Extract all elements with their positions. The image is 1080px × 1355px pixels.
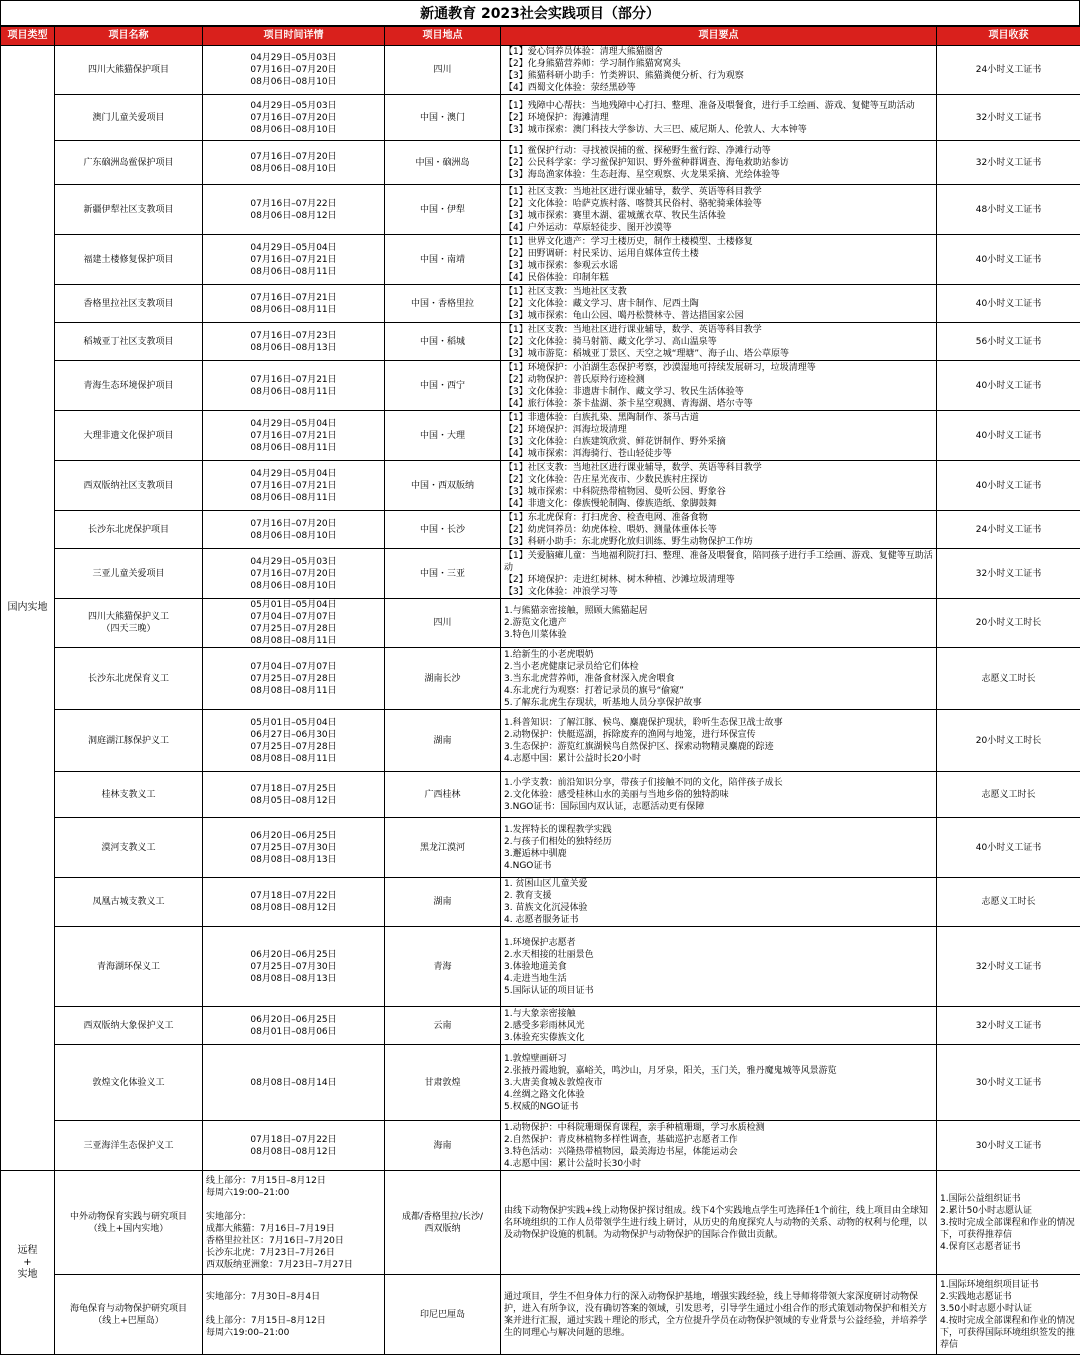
project-gain: 40小时义工证书 xyxy=(937,361,1080,411)
project-location: 甘肃敦煌 xyxy=(385,1045,501,1121)
project-type-domestic: 国内实地 xyxy=(1,46,55,1171)
project-time: 07月04日–07月07日 07月25日–07月28日 08月08日–08月11日 xyxy=(203,648,385,710)
project-time: 05月01日–05月04日 06月27日–06月30日 07月25日–07月28日 08月08日–08月11日 xyxy=(203,710,385,772)
project-time: 04月29日–05月03日 07月16日–07月20日 08月06日–08月10日 xyxy=(203,95,385,141)
project-gain: 志愿义工时长 xyxy=(937,772,1080,818)
project-name: 大理非遗文化保护项目 xyxy=(55,411,203,461)
project-points: 【1】东北虎保育：打扫虎舍、检查电网、准备食物 【2】幼虎饲养员：幼虎体检、喂奶、测量体重体长等 【3】科研小助手：东北虎野化放归训练、野生动物保护工作坊 xyxy=(501,511,937,549)
header-type: 项目类型 xyxy=(1,27,55,46)
project-location: 印尼巴厘岛 xyxy=(385,1275,501,1355)
header-points: 项目要点 xyxy=(501,27,937,46)
project-points: 【1】残障中心帮扶：当地残障中心打扫、整理、准备及喂餐食，进行手工绘画、游戏、复健等互助活动 【2】环境保护：海滩清理 【3】城市探索：澳门科技大学参访、大三巴、威尼斯人、伦敦人、大本钟等 xyxy=(501,95,937,141)
project-name: 新疆伊犁社区支教项目 xyxy=(55,185,203,235)
project-points: 1.环境保护志愿者 2.水天相接的壮丽景色 3.体验地道美食 4.走进当地生活 5.国际认证的项目证书 xyxy=(501,927,937,1007)
project-location: 中国・长沙 xyxy=(385,511,501,549)
project-time: 06月20日–06月25日 07月25日–07月30日 08月08日–08月13日 xyxy=(203,927,385,1007)
project-name: 广东硇洲岛鲎保护项目 xyxy=(55,141,203,185)
table-body xyxy=(1,46,1080,1355)
project-time: 07月16日–07月23日 08月06日–08月13日 xyxy=(203,323,385,361)
project-location: 中国・西宁 xyxy=(385,361,501,411)
project-location: 中国・澳门 xyxy=(385,95,501,141)
project-time: 线上部分：7月15日–8月12日 每周六19:00–21:00 实地部分： 成都大熊猫：7月16日–7月19日 香格里拉社区：7月16日–7月20日 长沙东北虎：7月23日–7月26日 西双版纳亚洲象：7月23日–7月27日 xyxy=(203,1171,385,1275)
project-gain: 32小时义工证书 xyxy=(937,549,1080,599)
project-location: 黑龙江漠河 xyxy=(385,818,501,878)
project-location: 中国・硇洲岛 xyxy=(385,141,501,185)
project-gain: 30小时义工证书 xyxy=(937,1045,1080,1121)
project-location: 四川 xyxy=(385,599,501,648)
table-row xyxy=(1,878,1080,927)
project-points: 【1】环境保护：小泊湖生态保护考察，沙漠湿地可持续发展研习，垃圾清理等 【2】动物保护：普氏原羚行迹检测 【3】文化体验：非遗唐卡制作、藏文学习、牧民生活体验等 【4】旅行体验：茶卡盐湖、茶卡星空观测、青海湖、塔尔寺等 xyxy=(501,361,937,411)
project-name: 凤凰古城支教义工 xyxy=(55,878,203,927)
project-gain: 40小时义工证书 xyxy=(937,285,1080,323)
project-location: 中国・南靖 xyxy=(385,235,501,285)
project-table xyxy=(0,26,1080,1355)
project-location: 成都/香格里拉/长沙/ 西双版纳 xyxy=(385,1171,501,1275)
project-name: 中外动物保育实践与研究项目 （线上+国内实地） xyxy=(55,1171,203,1275)
project-name: 三亚海洋生态保护义工 xyxy=(55,1121,203,1171)
project-location: 中国・香格里拉 xyxy=(385,285,501,323)
project-points: 【1】社区支教：当地社区支教 【2】文化体验：藏文学习、唐卡制作、尼西土陶 【3】城市探索：龟山公园、噶丹松赞林寺、普达措国家公园 xyxy=(501,285,937,323)
project-points: 1.与熊猫亲密接触，照顾大熊猫起居 2.游览文化遗产 3.特色川菜体验 xyxy=(501,599,937,648)
project-location: 青海 xyxy=(385,927,501,1007)
project-type-remote: 远程 + 实地 xyxy=(1,1171,55,1355)
header-gain: 项目收获 xyxy=(937,27,1080,46)
project-gain: 32小时义工证书 xyxy=(937,141,1080,185)
table-header-row xyxy=(1,27,1080,46)
header-name: 项目名称 xyxy=(55,27,203,46)
project-points: 1. 贫困山区儿童关爱 2. 教育支援 3. 苗族文化沉浸体验 4. 志愿者服务证书 xyxy=(501,878,937,927)
table-row xyxy=(1,95,1080,141)
project-points: 1.发挥特长的课程教学实践 2.与孩子们相处的独特经历 3.邂逅林中驯鹿 4.NGO证书 xyxy=(501,818,937,878)
project-time: 07月16日–07月20日 08月06日–08月10日 xyxy=(203,511,385,549)
project-gain: 志愿义工时长 xyxy=(937,878,1080,927)
table-row xyxy=(1,772,1080,818)
project-time: 06月20日–06月25日 08月01日–08月06日 xyxy=(203,1007,385,1045)
project-points: 【1】社区支教：当地社区进行课业辅导，数学、英语等科目教学 【2】文化体验：骑马射箭、藏文化学习、高山温泉等 【3】城市游览：稻城亚丁景区、天空之城“理塘”、海子山、塔公草原等 xyxy=(501,323,937,361)
project-time: 07月18日–07月22日 08月08日–08月12日 xyxy=(203,1121,385,1171)
project-location: 云南 xyxy=(385,1007,501,1045)
project-location: 海南 xyxy=(385,1121,501,1171)
table-row xyxy=(1,710,1080,772)
project-name: 澳门儿童关爱项目 xyxy=(55,95,203,141)
project-time: 04月29日–05月04日 07月16日–07月21日 08月06日–08月11日 xyxy=(203,411,385,461)
project-time: 07月16日–07月22日 08月06日–08月12日 xyxy=(203,185,385,235)
project-location: 中国・伊犁 xyxy=(385,185,501,235)
table-row xyxy=(1,141,1080,185)
project-location: 中国・稻城 xyxy=(385,323,501,361)
project-gain: 32小时义工证书 xyxy=(937,927,1080,1007)
project-name: 香格里拉社区支教项目 xyxy=(55,285,203,323)
project-time: 04月29日–05月04日 07月16日–07月21日 08月06日–08月11日 xyxy=(203,235,385,285)
project-gain: 1.国际环境组织项目证书 2.实践地志愿证书 3.50小时志愿小时认证 4.按时完成全部课程和作业的情况下，可获得国际环境组织签发的推荐信 xyxy=(937,1275,1080,1355)
project-location: 湖南 xyxy=(385,710,501,772)
table-row xyxy=(1,1045,1080,1121)
page-title: 新通教育 2023社会实践项目（部分） xyxy=(0,0,1080,26)
project-time: 07月16日–07月20日 08月06日–08月10日 xyxy=(203,141,385,185)
project-location: 中国・大理 xyxy=(385,411,501,461)
project-gain: 24小时义工证书 xyxy=(937,511,1080,549)
project-points: 【1】鲎保护行动：寻找被误捕的鲎、探秘野生鲎行踪、净滩行动等 【2】公民科学家：学习鲎保护知识、野外鲎种群调查、海龟救助站参访 【3】海岛渔家体验：生态赶海、星空观察、火龙果采摘、光绘体验等 xyxy=(501,141,937,185)
table-row xyxy=(1,599,1080,648)
project-gain: 40小时义工证书 xyxy=(937,461,1080,511)
project-points: 【1】世界文化遗产：学习土楼历史，制作土楼模型、土楼修复 【2】田野调研：村民采访、运用自媒体宣传土楼 【3】城市探索：参观云水谣 【4】民俗体验：印制年糕 xyxy=(501,235,937,285)
project-name: 敦煌文化体验义工 xyxy=(55,1045,203,1121)
table-row xyxy=(1,648,1080,710)
project-name: 桂林支教义工 xyxy=(55,772,203,818)
project-name: 四川大熊猫保护项目 xyxy=(55,46,203,95)
project-gain: 40小时义工证书 xyxy=(937,411,1080,461)
project-location: 中国・西双版纳 xyxy=(385,461,501,511)
table-row xyxy=(1,46,1080,95)
project-location: 湖南长沙 xyxy=(385,648,501,710)
project-time: 07月16日–07月21日 08月06日–08月11日 xyxy=(203,285,385,323)
project-location: 四川 xyxy=(385,46,501,95)
project-gain: 32小时义工证书 xyxy=(937,1007,1080,1045)
table-row xyxy=(1,411,1080,461)
project-name: 四川大熊猫保护义工 （四天三晚） xyxy=(55,599,203,648)
table-row xyxy=(1,927,1080,1007)
table-row xyxy=(1,185,1080,235)
project-points: 【1】非遗体验：白族扎染、黑陶制作、茶马古道 【2】环境保护：洱海垃圾清理 【3】文化体验：白族建筑欣赏、鲜花饼制作、野外采摘 【4】城市探索：洱海骑行、苍山轻徒步等 xyxy=(501,411,937,461)
project-name: 洞庭湖江豚保护义工 xyxy=(55,710,203,772)
project-points: 1.与大象亲密接触 2.感受多彩雨林风光 3.体验充实傣族文化 xyxy=(501,1007,937,1045)
project-name: 长沙东北虎保护项目 xyxy=(55,511,203,549)
project-time: 05月01日–05月04日 07月04日–07月07日 07月25日–07月28日 08月08日–08月11日 xyxy=(203,599,385,648)
table-row xyxy=(1,285,1080,323)
project-location: 湖南 xyxy=(385,878,501,927)
project-points: 1.给新生的小老虎喂奶 2.当小老虎健康记录员给它们体检 3.当东北虎营养师，准备食材深入虎舍喂食 4.东北虎行为观察：打着记录员的旗号“偷窥” 5.了解东北虎生存现状，听基地人员分享保护故事 xyxy=(501,648,937,710)
project-time: 04月29日–05月03日 07月16日–07月20日 08月06日–08月10日 xyxy=(203,549,385,599)
project-gain: 40小时义工证书 xyxy=(937,235,1080,285)
project-name: 青海湖环保义工 xyxy=(55,927,203,1007)
table-row xyxy=(1,818,1080,878)
project-time: 04月29日–05月03日 07月16日–07月20日 08月06日–08月10日 xyxy=(203,46,385,95)
project-time: 07月16日–07月21日 08月06日–08月11日 xyxy=(203,361,385,411)
table-row xyxy=(1,235,1080,285)
project-points: 1.敦煌壁画研习 2.张掖丹霞地貌，嘉峪关，鸣沙山，月牙泉，阳关，玉门关，雅丹魔鬼城等风景游览 3.大唐美食城＆敦煌夜市 4.丝绸之路文化体验 5.权威的NGO证书 xyxy=(501,1045,937,1121)
project-time: 实地部分：7月30日–8月4日 线上部分：7月15日–8月12日 每周六19:00–21:00 xyxy=(203,1275,385,1355)
project-name: 漠河支教义工 xyxy=(55,818,203,878)
project-points: 1.科普知识：了解江豚、候鸟、麋鹿保护现状，聆听生态保卫战士故事 2.动物保护：快艇巡湖，拆除废弃的渔网与地笼，进行环保宣传 3.生态保护：游览红旗湖候鸟自然保护区、探索动物精灵麋鹿的踪迹 4.志愿中国：累计公益时长20小时 xyxy=(501,710,937,772)
project-points: 由线下动物保护实践+线上动物保护探讨组成。线下4个实践地点学生可选择任1个前往，线上项目由全球知名环境组织的工作人员带领学生进行线上研讨，从历史的角度探究人与动物的关系、动物的权利与伦理，以及动物保护设施的机制。为动物保护与动物保护的国际合作做出贡献。 xyxy=(501,1171,937,1275)
project-gain: 20小时义工时长 xyxy=(937,710,1080,772)
project-points: 【1】社区支教：当地社区进行课业辅导，数学、英语等科目教学 【2】文化体验：哈萨克族村落、喀赞其民俗村、骆驼骑乘体验等 【3】城市探索：赛里木湖、霍城薰衣草、牧民生活体验 【4】户外运动：草原轻徒步、图开沙漠等 xyxy=(501,185,937,235)
table-row xyxy=(1,1121,1080,1171)
project-gain: 32小时义工证书 xyxy=(937,95,1080,141)
project-points: 【1】关爱脑瘫儿童：当地福利院打扫、整理、准备及喂餐食，陪同孩子进行手工绘画、游戏、复健等互助活动 【2】环境保护：走进红树林、树木种植、沙滩垃圾清理等 【3】文化体验：冲浪学习等 xyxy=(501,549,937,599)
project-gain: 30小时义工证书 xyxy=(937,1121,1080,1171)
project-points: 【1】社区支教：当地社区进行课业辅导，数学、英语等科目教学 【2】文化体验：告庄星光夜市、少数民族村庄探访 【3】城市探索：中科院热带植物园、曼听公园、野象谷 【4】非遗文化：傣族慢轮制陶、傣族造纸、象脚鼓舞 xyxy=(501,461,937,511)
table-row xyxy=(1,323,1080,361)
project-time: 06月20日–06月25日 07月25日–07月30日 08月08日–08月13日 xyxy=(203,818,385,878)
project-points: 1.动物保护：中科院珊瑚保育课程，亲手种植珊瑚，学习水质检测 2.自然保护：青皮林植物多样性调查，基础巡护志愿者工作 3.特色活动：兴隆热带植物园，最美海边书屋，体能运动会 4.志愿中国：累计公益时长30小时 xyxy=(501,1121,937,1171)
table-row xyxy=(1,1171,1080,1275)
table-row xyxy=(1,549,1080,599)
project-name: 海龟保育与动物保护研究项目 （线上+巴厘岛） xyxy=(55,1275,203,1355)
header-location: 项目地点 xyxy=(385,27,501,46)
table-row xyxy=(1,361,1080,411)
project-gain: 56小时义工证书 xyxy=(937,323,1080,361)
project-name: 西双版纳社区支教项目 xyxy=(55,461,203,511)
project-location: 广西桂林 xyxy=(385,772,501,818)
project-gain: 1.国际公益组织证书 2.累计50小时志愿认证 3.按时完成全部课程和作业的情况下，可获得推荐信 4.保育区志愿者证书 xyxy=(937,1171,1080,1275)
project-time: 07月18日–07月22日 08月08日–08月12日 xyxy=(203,878,385,927)
project-name: 长沙东北虎保育义工 xyxy=(55,648,203,710)
project-location: 中国・三亚 xyxy=(385,549,501,599)
project-gain: 志愿义工时长 xyxy=(937,648,1080,710)
header-time: 项目时间详情 xyxy=(203,27,385,46)
project-name: 西双版纳大象保护义工 xyxy=(55,1007,203,1045)
table-row xyxy=(1,461,1080,511)
project-name: 稻城亚丁社区支教项目 xyxy=(55,323,203,361)
project-time: 07月18日–07月25日 08月05日–08月12日 xyxy=(203,772,385,818)
project-gain: 20小时义工时长 xyxy=(937,599,1080,648)
project-name: 三亚儿童关爱项目 xyxy=(55,549,203,599)
project-gain: 48小时义工证书 xyxy=(937,185,1080,235)
project-time: 04月29日–05月04日 07月16日–07月21日 08月06日–08月11日 xyxy=(203,461,385,511)
table-row xyxy=(1,1007,1080,1045)
project-time: 08月08日–08月14日 xyxy=(203,1045,385,1121)
project-points: 通过项目，学生不但身体力行的深入动物保护基地，增强实践经验，线上导师将带领大家深度研讨动物保护，进入有所争议，没有确切答案的领域，引发思考，引导学生通过小组合作的形式策划动物保护和相关方案并进行汇报，通过实践＋理论的形式，全方位提升学员在动物保护领域的专业背景与公益经验，并培养学生的同理心与解决问题的思维。 xyxy=(501,1275,937,1355)
project-points: 【1】爱心饲养员体验：清理大熊猫圈舍 【2】化身熊猫营养师：学习制作熊猫窝窝头 【3】熊猫科研小助手：竹类辨识、熊猫粪便分析、行为观察 【4】西蜀文化体验：荥经黑砂等 xyxy=(501,46,937,95)
project-gain: 24小时义工证书 xyxy=(937,46,1080,95)
project-name: 福建土楼修复保护项目 xyxy=(55,235,203,285)
project-name: 青海生态环境保护项目 xyxy=(55,361,203,411)
table-row xyxy=(1,511,1080,549)
project-points: 1.小学支教：前沿知识分享，带孩子们接触不同的文化，陪伴孩子成长 2.文化体验：感受桂林山水的美丽与当地乡俗的独特韵味 3.NGO证书：国际国内双认证，志愿活动更有保障 xyxy=(501,772,937,818)
project-gain: 40小时义工证书 xyxy=(937,818,1080,878)
